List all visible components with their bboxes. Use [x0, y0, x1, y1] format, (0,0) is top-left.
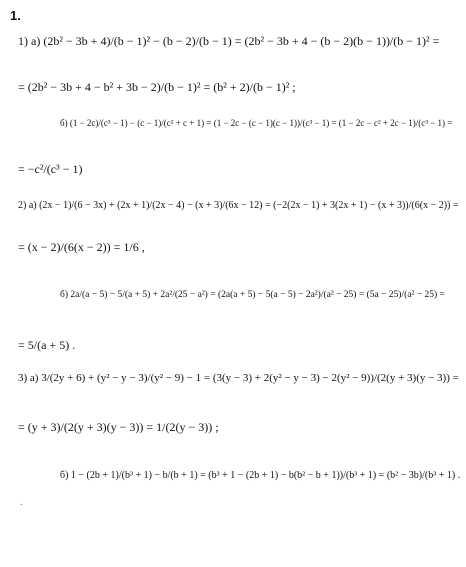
equation-line: = 5/(a + 5) . [18, 338, 76, 352]
equation-line: = −c²/(c³ − 1) [18, 162, 83, 176]
equation-line: = (y + 3)/(2(y + 3)(y − 3)) = 1/(2(y − 3)) ; [18, 420, 219, 434]
equation-line: = (2b² − 3b + 4 − b² + 3b − 2)/(b − 1)² = (b² + 2)/(b − 1)² ; [18, 80, 296, 94]
equation-line: 1) a) (2b² − 3b + 4)/(b − 1)² − (b − 2)/(b − 1) = (2b² − 3b + 4 − (b − 2)(b − 1))/(b − 1)² = [18, 34, 440, 48]
equation-line: 3) a) 3/(2y + 6) + (y² − y − 3)/(y² − 9) − 1 = (3(y − 3) + 2(y² − y − 3) − 2(y² − 9))/(2(y + 3)(y − 3)) = [18, 372, 459, 384]
equation-line: б) 2a/(a − 5) − 5/(a + 5) + 2a²/(25 − a²) = (2a(a + 5) − 5(a − 5) − 2a²)/(a² − 25) = (5a − 25)/(a² − 25) = [60, 290, 445, 300]
equation-line: б) 1 − (2b + 1)/(b³ + 1) − b/(b + 1) = (b³ + 1 − (2b + 1) − b(b² − b + 1))/(b³ + 1) = (b² − 3b)/(b³ + 1) . [60, 470, 461, 481]
equation-line: б) (1 − 2c)/(c³ − 1) − (c − 1)/(c² + c + 1) = (1 − 2c − (c − 1)(c − 1))/(c³ − 1) = (1 − 2c − c² + 2c − 1)/(c³ − 1) = [60, 118, 453, 128]
equation-line: 2) a) (2x − 1)/(6 − 3x) + (2x + 1)/(2x − 4) − (x + 3)/(6x − 12) = (−2(2x − 1) + 3(2x + 1) − (x + 3))/(6(x − 2)) = [18, 200, 459, 211]
equation-line: = (x − 2)/(6(x − 2)) = 1/6 , [18, 240, 145, 254]
problem-number: 1. [10, 8, 21, 23]
trailing-mark: . [20, 497, 23, 508]
